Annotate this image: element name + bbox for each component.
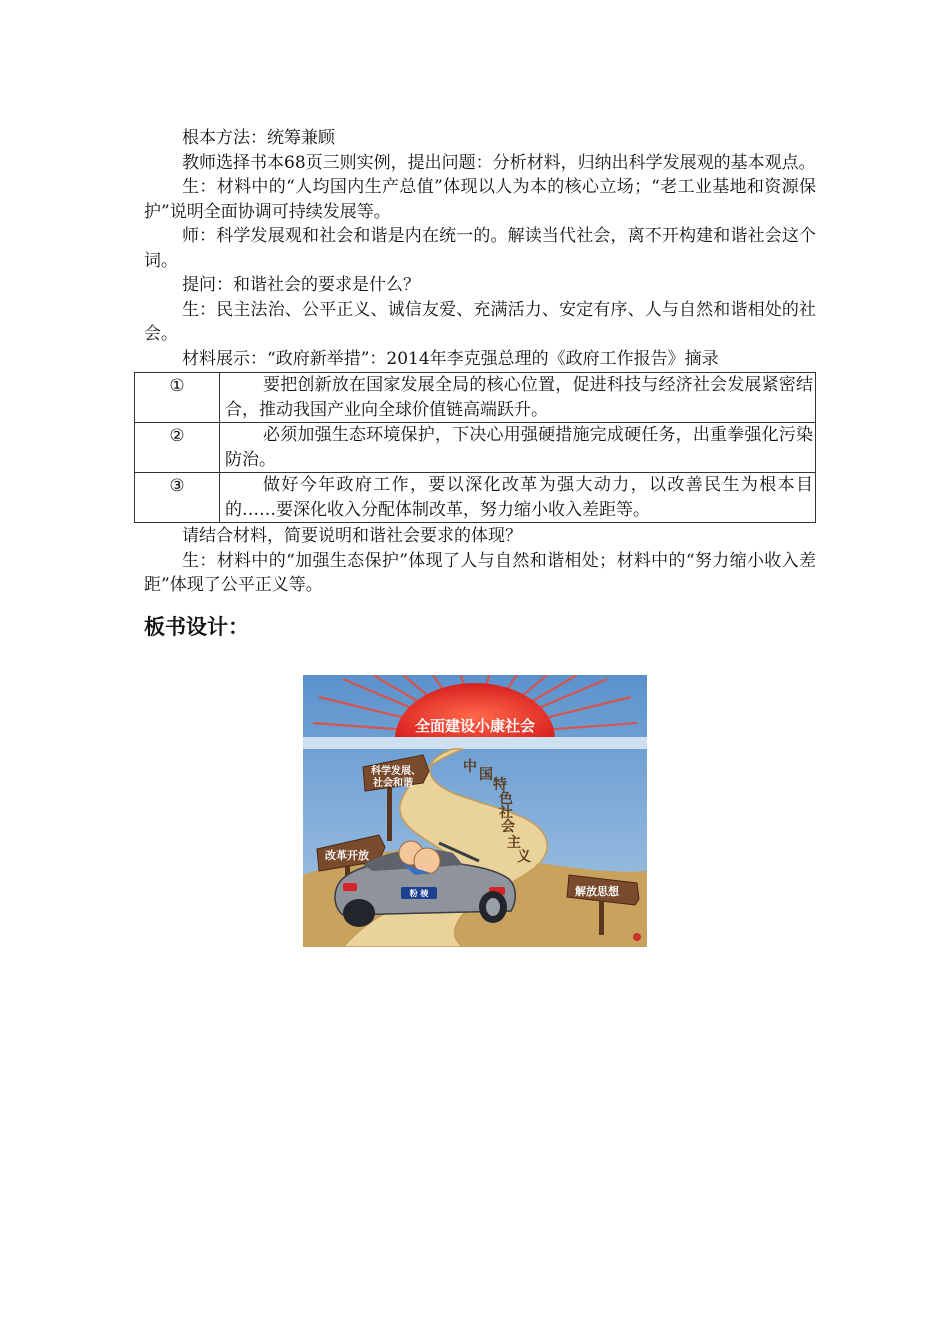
row-number: ② (135, 423, 220, 473)
road-char: 义 (517, 849, 531, 865)
sign-reform: 改革开放 (325, 849, 369, 862)
document-body (144, 126, 816, 642)
sign-science-line1: 科学发展、 (371, 766, 421, 777)
paragraph-question-harmony: 提问：和谐社会的要求是什么？ (182, 275, 420, 295)
row-text: 做好今年政府工作，要以深化改革为强大动力，以改善民生为根本目的……要深化收入分配体制改革，努力缩小收入差距等。 (220, 473, 816, 523)
row-number: ① (135, 373, 220, 423)
board-design-illustration (303, 675, 647, 947)
road-char: 社 (499, 805, 513, 821)
material-table (134, 372, 816, 523)
paragraph-student-answer-2: 生：民主法治、公平正义、诚信友爱、充满活力、安定有序、人与自然和谐相处的社会。 (144, 299, 816, 344)
row-number: ③ (135, 473, 220, 523)
paragraph-prompt: 请结合材料，简要说明和谐社会要求的体现？ (182, 526, 522, 546)
table-row (135, 423, 816, 473)
paragraph-material-intro: 材料展示：“政府新举措”：2014年李克强总理的《政府工作报告》摘录 (182, 348, 719, 369)
sun-banner-text: 全面建设小康社会 (414, 717, 536, 735)
horizon (303, 737, 647, 749)
row-text: 必须加强生态环境保护，下决心用强硬措施完成硬任务，出重拳强化污染防治。 (220, 423, 816, 473)
section-heading-board-design: 板书设计： (144, 614, 249, 639)
road-char: 主 (507, 835, 521, 851)
paragraph-method: 根本方法：统筹兼顾 (182, 128, 335, 148)
table-row (135, 473, 816, 523)
illustration-svg (303, 675, 647, 947)
sign-emancipate: 解放思想 (575, 885, 619, 898)
road-char: 会 (501, 819, 515, 835)
sign-science-line2: 社会和谐 (373, 778, 413, 789)
paragraph-teacher-comment: 师：科学发展观和社会和谐是内在统一的。解读当代社会，离不开构建和谐社会这个词。 (144, 226, 816, 271)
table-row (135, 373, 816, 423)
artist-stamp (633, 933, 641, 941)
paragraph-student-answer-3: 生：材料中的“加强生态保护”体现了人与自然和谐相处；材料中的“努力缩小收入差距”体现了公平正义等。 (144, 550, 816, 595)
paragraph-teacher-question: 教师选择书本68页三则实例，提出问题：分析材料，归纳出科学发展观的基本观点。 (182, 152, 816, 173)
road-char: 色 (499, 791, 513, 807)
wheel (343, 899, 375, 927)
road-char: 特 (493, 777, 507, 793)
row-text: 要把创新放在国家发展全局的核心位置，促进科技与经济社会发展紧密结合，推动我国产业向全球价值链高端跃升。 (220, 373, 816, 423)
license-plate: 粉 棱 (409, 889, 429, 898)
road-char: 国 (479, 767, 493, 783)
road-char: 中 (463, 759, 477, 775)
paragraph-student-answer-1: 生：材料中的“人均国内生产总值”体现以人为本的核心立场；“老工业基地和资源保护”说明全面协调可持续发展等。 (144, 177, 816, 222)
